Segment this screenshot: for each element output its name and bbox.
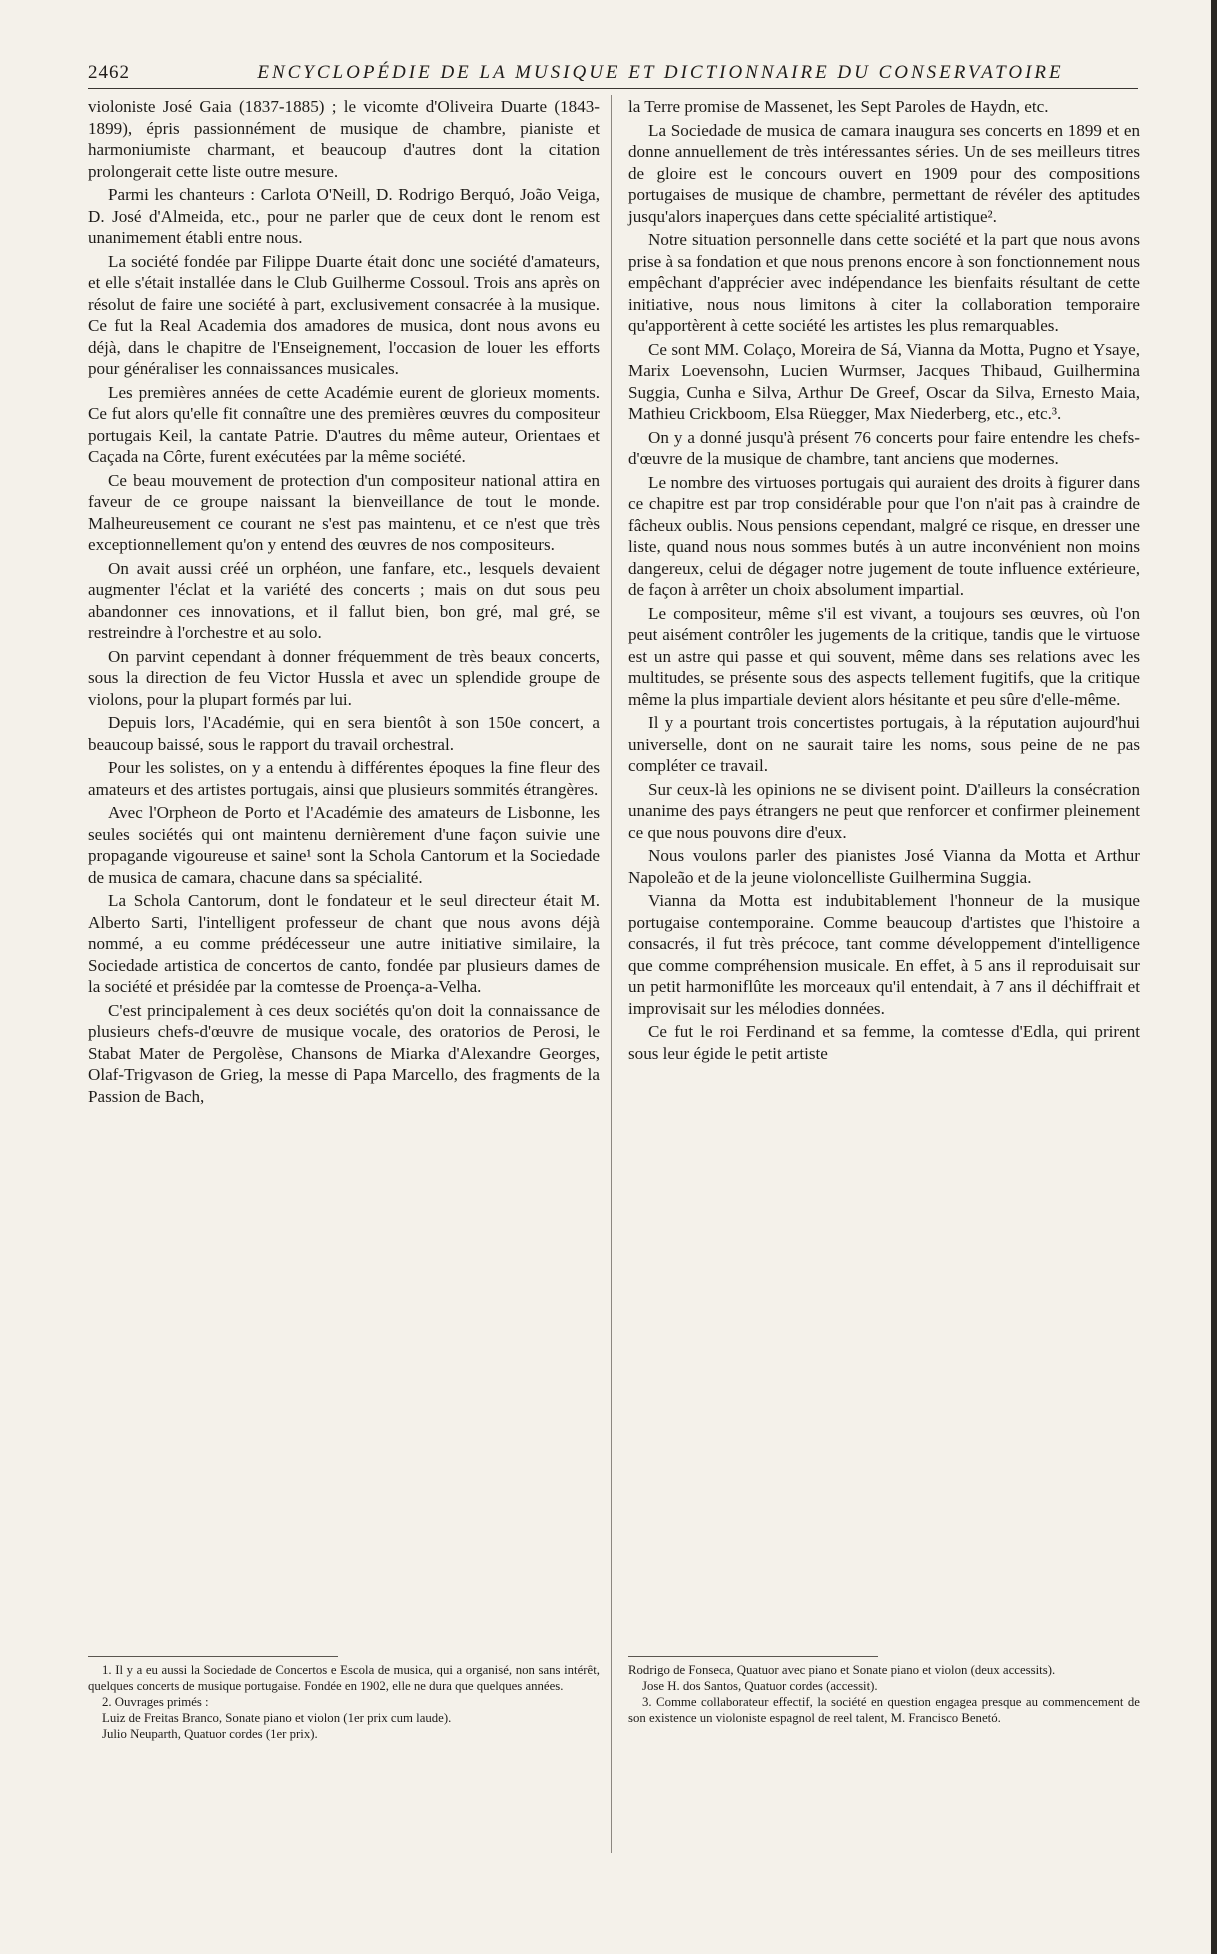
paragraph: Il y a pourtant trois concertistes portugais, à la réputation aujourd'hui universelle, dont on ne saurait taire les noms, sous peine de ne pas compléter ce travail. — [628, 713, 1140, 775]
paragraph: Nous voulons parler des pianistes José Vianna da Motta et Arthur Napoleão et de la jeune violoncelliste Guilhermina Suggia. — [628, 846, 1140, 887]
footnote-separator — [628, 1656, 878, 1657]
paragraph: Le compositeur, même s'il est vivant, a toujours ses œuvres, où l'on peut aisément contrôler les jugements de la critique, tandis que le virtuose est un astre qui passe et qui souvent, même dans ses relations avec les multitudes, se présente sous des aspects tellement fugitifs, que la critique même la plus impartiale devient alors hésitante et peu sûre d'elle-même. — [628, 603, 1140, 709]
paragraph: La Sociedade de musica de camara inaugura ses concerts en 1899 et en donne annuellement de très intéressantes séries. Un de ses meilleurs titres de gloire est le concours ouvert en 1909 pour des compositions portugaises de musique de chambre, permettant de révéler des aptitudes jusqu'alors inaperçues dans cette spécialité artistique². — [628, 120, 1140, 226]
paragraph: Pour les solistes, on y a entendu à différentes époques la fine fleur des amateurs et des artistes portugais, ainsi que plusieurs sommités étrangères. — [88, 758, 600, 799]
paragraph: Notre situation personnelle dans cette société et la part que nous avons prise à sa fondation et que nous prenons encore à son fonctionnement nous empêchant d'apprécier avec indépendance les bienfaits résultant de cette initiative, nous nous limitons à citer la collaboration temporaire qu'apportèrent à cette société les artistes les plus remarquables. — [628, 230, 1140, 335]
paragraph: La Schola Cantorum, dont le fondateur et le seul directeur était M. Alberto Sarti, l'intelligent professeur de chant que nous avons déjà nommé, a eu comme prédécesseur une autre initiative similaire, la Sociedade artistica de concertos de canto, fondée par plusieurs dames de la société et présidée par la comtesse de Proença-a-Velha. — [88, 891, 600, 996]
paragraph: Ce fut le roi Ferdinand et sa femme, la comtesse d'Edla, qui prirent sous leur égide le petit artiste — [628, 1022, 1140, 1063]
right-column — [628, 96, 1140, 1064]
footnotes-left — [88, 1662, 600, 1742]
left-column — [88, 96, 600, 1107]
paragraph: Parmi les chanteurs : Carlota O'Neill, D. Rodrigo Berquó, João Veiga, D. José d'Almeida, etc., pour ne parler que de ceux dont le renom est unanimement établi entre nous. — [88, 185, 600, 247]
footnote: Rodrigo de Fonseca, Quatuor avec piano et Sonate piano et violon (deux accessits). — [628, 1663, 1056, 1677]
page-edge — [1211, 0, 1217, 1954]
paragraph: Ce sont MM. Colaço, Moreira de Sá, Vianna da Motta, Pugno et Ysaye, Marix Loevensohn, Lucien Wurmser, Jacques Thibaud, Guilhermina Suggia, Cunha e Silva, Arthur De Greef, Oscar da Silva, Ernesto Maia, Mathieu Crickboom, Elsa Rüegger, Max Niederberg, etc., etc.³. — [628, 339, 1140, 423]
footnote: Julio Neuparth, Quatuor cordes (1er prix). — [102, 1727, 318, 1741]
paragraph: On parvint cependant à donner fréquemment de très beaux concerts, sous la direction de feu Victor Hussla et avec un splendide groupe de violons, pour la plupart formés par lui. — [88, 646, 600, 709]
paragraph: On y a donné jusqu'à présent 76 concerts pour faire entendre les chefs-d'œuvre de la musique de chambre, tant anciens que modernes. — [628, 427, 1140, 468]
footnote: Luiz de Freitas Branco, Sonate piano et violon (1er prix cum laude). — [102, 1711, 452, 1725]
paragraph: Avec l'Orpheon de Porto et l'Académie des amateurs de Lisbonne, les seules sociétés qui ont maintenu dernièrement d'une façon suivie une propagande vigoureuse et saine¹ sont la Schola Cantorum et la Sociedade de musica de camara, chacune dans sa spécialité. — [88, 803, 600, 887]
footnote: 1. Il y a eu aussi la Sociedade de Concertos e Escola de musica, qui a organisé, non sans intérêt, quelques concerts de musique portugaise. Fondée en 1902, elle ne dura que quelques années. — [88, 1663, 600, 1693]
paragraph: Les premières années de cette Académie eurent de glorieux moments. Ce fut alors qu'elle fit connaître une des premières œuvres du compositeur portugais Keil, la cantate Patrie. D'autres du même auteur, Orientaes et Caçada na Côrte, furent exécutées par la même société. — [88, 382, 600, 466]
header-rule — [88, 88, 1138, 89]
column-divider — [611, 95, 612, 1853]
footnote: 3. Comme collaborateur effectif, la société en question engagea presque au commencement de son existence un violoniste espagnol de reel talent, M. Francisco Benetó. — [628, 1695, 1140, 1725]
paragraph: Depuis lors, l'Académie, qui en sera bientôt à son 150e concert, a beaucoup baissé, sous le rapport du travail orchestral. — [88, 713, 600, 754]
paragraph: Sur ceux-là les opinions ne se divisent point. D'ailleurs la consécration unanime des pays étrangers ne peut que renforcer et confirmer pleinement ce que nous pouvons dire d'eux. — [628, 779, 1140, 842]
footnote-separator — [88, 1656, 338, 1657]
footnotes-right — [628, 1662, 1140, 1726]
paragraph: On avait aussi créé un orphéon, une fanfare, etc., lesquels devaient augmenter l'éclat et la variété des concerts ; mais on dut sous peu abandonner ces innovations, et il fallut bien, bon gré, mal gré, se restreindre à l'orchestre et au solo. — [88, 558, 600, 642]
footnote: 2. Ouvrages primés : — [102, 1695, 209, 1709]
page-number: 2462 — [88, 62, 130, 83]
paragraph: Ce beau mouvement de protection d'un compositeur national attira en faveur de ce groupe naissant la bienveillance de tout le monde. Malheureusement ce courant ne s'est pas maintenu, et ce n'est que très exceptionnellement qu'on y entend des œuvres de nos compositeurs. — [88, 470, 600, 554]
page-header — [88, 62, 1138, 88]
paragraph: C'est principalement à ces deux sociétés qu'on doit la connaissance de plusieurs chefs-d'œuvre de musique vocale, des oratorios de Perosi, le Stabat Mater de Pergolèse, Chansons de Miarka d'Alexandre Georges, Olaf-Trigvason de Grieg, la messe di Papa Marcello, des fragments de la Passion de Bach, — [88, 1000, 600, 1106]
paragraph: Le nombre des virtuoses portugais qui auraient des droits à figurer dans ce chapitre est par trop considérable pour que l'on n'ait pas à craindre de fâcheux oublis. Nous pensions cependant, malgré ce risque, en dresser une liste, quand nous nous sommes butés à un autre inconvénient non moins dangereux, celui de dégager notre jugement de toute influence extérieure, de façon à arrêter un choix absolument impartial. — [628, 472, 1140, 599]
footnote: Jose H. dos Santos, Quatuor cordes (accessit). — [642, 1679, 878, 1693]
paragraph: Vianna da Motta est indubitablement l'honneur de la musique portugaise contemporaine. Comme beaucoup d'artistes que l'histoire a consacrés, il fut très précoce, tant comme développement d'intelligence que comme compréhension musicale. En effet, à 5 ans il reproduisait sur un petit harmoniflûte les morceaux qu'il entendait, à 7 ans il déchiffrait et improvisait sur les mélodies données. — [628, 891, 1140, 1018]
paragraph: La société fondée par Filippe Duarte était donc une société d'amateurs, et elle s'était installée dans le Club Guilherme Cossoul. Trois ans après on résolut de faire une société à part, exclusivement consacrée à la musique. Ce fut la Real Academia dos amadores de musica, dont nous avons eu déjà, dans le chapitre de l'Enseignement, l'occasion de louer les efforts pour généraliser les connaissances musicales. — [88, 251, 600, 378]
paragraph: la Terre promise de Massenet, les Sept Paroles de Haydn, etc. — [628, 97, 1049, 116]
paragraph: violoniste José Gaia (1837-1885) ; le vicomte d'Oliveira Duarte (1843-1899), épris passionnément de musique de chambre, pianiste et harmoniumiste charmant, et beaucoup d'autres dont la citation prolongerait cette liste outre mesure. — [88, 97, 600, 181]
running-title: ENCYCLOPÉDIE DE LA MUSIQUE ET DICTIONNAIRE DU CONSERVATOIRE — [257, 62, 1064, 83]
